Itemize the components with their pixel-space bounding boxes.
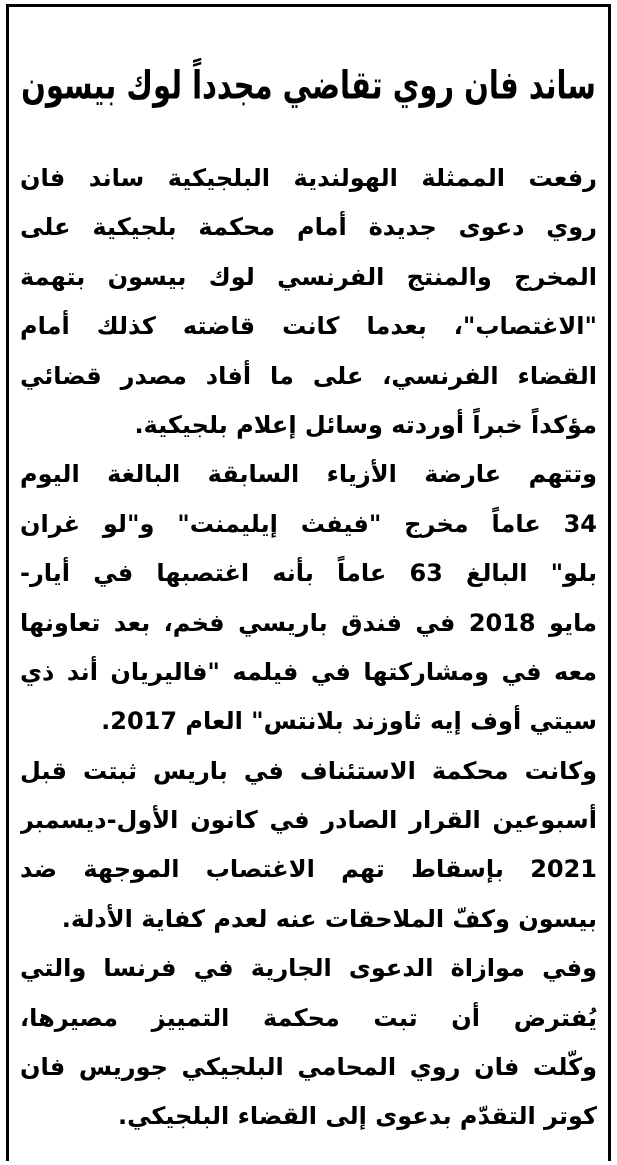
article-line: يُفترض أن تبت محكمة التمييز مصيرها،	[20, 1003, 597, 1032]
article-line: بيسون وكفّ الملاحقات عنه لعدم كفاية الأدلة.	[61, 904, 597, 933]
article-line: المخرج والمنتج الفرنسي لوك بيسون بتهمة	[20, 262, 597, 291]
article-line: كوتر التقدّم بدعوى إلى القضاء البلجيكي.	[117, 1102, 597, 1131]
article-line: سيتي أوف إيه ثاوزند بلانتس" العام 2017.	[101, 707, 597, 736]
article-line: "الاغتصاب"، بعدما كانت قاضته كذلك أمام	[20, 312, 597, 341]
top-border-rule	[6, 4, 611, 7]
left-border-rule	[6, 4, 9, 1161]
article-line: وفي موازاة الدعوى الجارية في فرنسا والتي	[20, 954, 597, 983]
article-line: رفعت الممثلة الهولندية البلجيكية ساند فان	[20, 164, 597, 192]
article-line: أسبوعين القرار الصادر في كانون الأول-ديسمبر	[20, 806, 597, 835]
article-line: وتتهم عارضة الأزياء السابقة البالغة اليوم	[20, 460, 597, 489]
article-line: 2021 بإسقاط تهم الاغتصاب الموجهة ضد	[20, 855, 597, 884]
right-border-rule	[608, 4, 611, 1161]
article-body	[20, 154, 597, 1142]
article-line: 34 عاماً مخرج "فيفث إيليمنت" و"لو غران	[20, 509, 597, 538]
article-line: مؤكداً خبراً أوردته وسائل إعلام بلجيكية.	[134, 410, 597, 439]
article-line: معه في ومشاركتها في فيلمه "فاليريان أند ذي	[20, 657, 597, 686]
article-line: مايو 2018 في فندق باريسي فخم، بعد تعاونها	[20, 608, 597, 637]
article-line: وكّلت فان روي المحامي البلجيكي جوريس فان	[20, 1053, 597, 1082]
article-line: روي دعوى جديدة أمام محكمة بلجيكية على	[20, 213, 597, 242]
article-line: بلو" البالغ 63 عاماً بأنه اغتصبها في أيار-	[20, 559, 597, 588]
article-line: وكانت محكمة الاستئناف في باريس ثبتت قبل	[20, 756, 597, 785]
article-headline: ساند فان روي تقاضي مجدداً لوك بيسون	[21, 62, 596, 108]
article-line: القضاء الفرنسي، على ما أفاد مصدر قضائي	[20, 361, 597, 390]
